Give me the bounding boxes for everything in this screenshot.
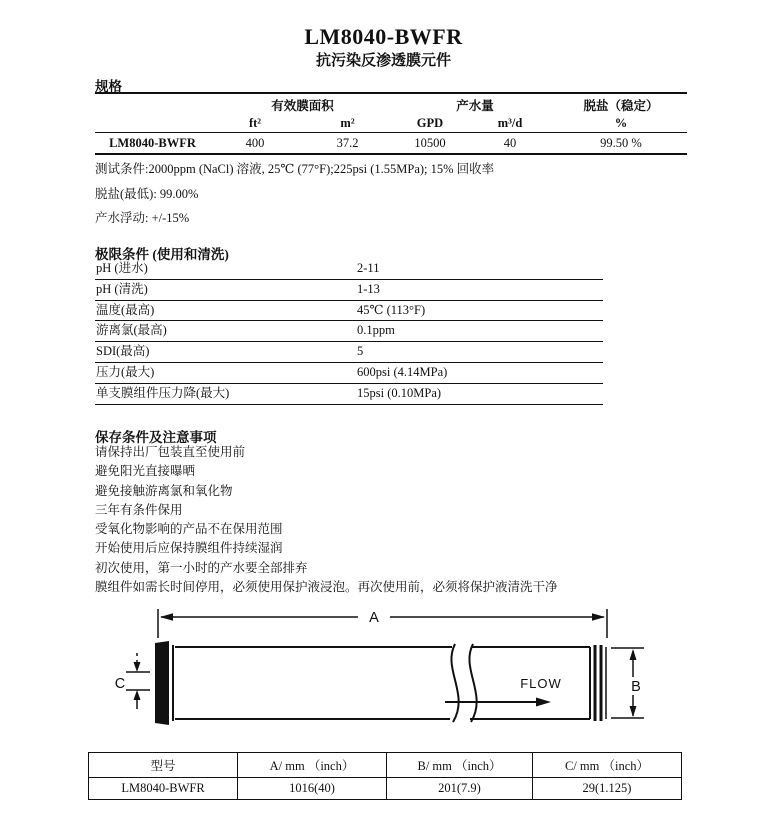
dim-value-c: 29(1.125) [533, 778, 682, 800]
spec-subheader-ft2: ft² [248, 116, 262, 130]
limit-row-ph-cleaning [95, 280, 603, 301]
min-rejection-line: 脱盐(最低): 99.00% [95, 186, 199, 201]
limit-value: 600psi (4.14MPa) [357, 364, 448, 379]
dim-header-model: 型号 [89, 753, 238, 778]
spec-group-permeate-flow: 产水量 [456, 98, 494, 113]
spec-table [95, 92, 687, 155]
spec-model: LM8040-BWFR [109, 135, 196, 150]
spec-subheader-m2: m² [340, 116, 355, 130]
limits-section-heading: 极限条件 (使用和清洗) [95, 247, 229, 262]
spec-group-header-row [95, 94, 687, 115]
spec-value-rejection: 99.50 % [600, 135, 642, 150]
dim-header-a: A/ mm （inch） [238, 753, 387, 778]
spec-value-m3d: 40 [503, 135, 517, 150]
limit-label: 压力(最大) [96, 364, 155, 379]
limit-row-pressure [95, 363, 603, 384]
storage-line: 请保持出厂包装直至使用前 [95, 445, 246, 459]
limit-row-pressure-drop [95, 384, 603, 405]
storage-line: 开始使用后应保持膜组件持续湿润 [95, 541, 283, 556]
limit-value: 45℃ (113°F) [357, 302, 426, 317]
limit-label: SDI(最高) [96, 344, 150, 359]
spec-subheader-rejection-unit: % [614, 116, 628, 130]
limit-row-sdi [95, 342, 603, 363]
spec-section-heading: 规格 [95, 79, 122, 94]
limit-value: 15psi (0.10MPa) [357, 385, 442, 400]
dimension-table-data-row [89, 778, 682, 800]
break-curve [451, 644, 458, 722]
dim-value-a: 1016(40) [238, 778, 387, 800]
spec-group-rejection: 脱盐（稳定） [583, 98, 659, 113]
spec-subheader-gpd: GPD [416, 116, 444, 130]
limit-label: pH (清洗) [96, 281, 148, 296]
limit-value: 0.1ppm [357, 323, 395, 338]
flow-variation-line: 产水浮动: +/-15% [95, 211, 190, 226]
end-cap-left [155, 641, 169, 725]
spec-value-m2: 37.2 [336, 135, 359, 150]
test-conditions-notes [95, 157, 655, 231]
spec-data-row [95, 133, 687, 153]
storage-line: 膜组件如需长时间停用，必须使用保护液浸泡。再次使用前，必须将保护液清洗干净 [95, 580, 558, 595]
dim-value-b: 201(7.9) [387, 778, 533, 800]
limit-value: 5 [357, 344, 364, 359]
limit-row-ph-feed [95, 259, 603, 280]
limit-row-free-chlorine [95, 321, 603, 342]
spec-subheader-row [95, 115, 687, 133]
limits-table [95, 259, 603, 405]
spec-subheader-m3d: m³/d [497, 116, 523, 130]
dimension-table-header-row [89, 753, 682, 778]
limit-label: 温度(最高) [96, 302, 155, 317]
dim-label-b: B [631, 679, 641, 695]
page-subtitle: 抗污染反渗透膜元件 [315, 53, 451, 69]
dimension-c [115, 653, 150, 709]
dimension-a [158, 609, 607, 638]
storage-line: 受氧化物影响的产品不在保用范围 [95, 522, 283, 537]
membrane-element-diagram [88, 597, 688, 757]
flow-indicator [445, 676, 562, 707]
dimension-table [88, 752, 682, 800]
limit-value: 1-13 [357, 281, 380, 296]
dim-header-c: C/ mm （inch） [533, 753, 682, 778]
test-condition-line: 测试条件:2000ppm (NaCl) 溶液, 25℃ (77°F);225psi (1.55MPa); 15% 回收率 [95, 162, 495, 176]
spec-value-gpd: 10500 [414, 135, 446, 150]
dim-label-c: C [114, 676, 126, 692]
storage-line: 避免阳光直接曝晒 [95, 464, 196, 479]
dim-value-model: LM8040-BWFR [89, 778, 238, 800]
limit-row-temperature [95, 301, 603, 322]
storage-line: 三年有条件保用 [95, 502, 183, 517]
flow-label: FLOW [520, 676, 562, 691]
break-curve [469, 644, 476, 722]
spec-value-ft2: 400 [245, 135, 265, 150]
storage-notes [95, 443, 715, 597]
storage-line: 初次使用，第一小时的产水要全部排弃 [95, 560, 308, 575]
dimension-b [611, 648, 644, 718]
spec-group-membrane-area: 有效膜面积 [271, 98, 334, 113]
dim-label-a: A [369, 610, 379, 626]
limit-label: 单支膜组件压力降(最大) [96, 385, 230, 400]
dim-header-b: B/ mm （inch） [387, 753, 533, 778]
storage-line: 避免接触游离氯和氧化物 [95, 483, 233, 498]
limit-value: 2-11 [357, 261, 380, 275]
limit-label: pH (进水) [96, 261, 148, 275]
limit-label: 游离氯(最高) [96, 323, 167, 338]
storage-section-heading: 保存条件及注意事项 [95, 430, 217, 445]
page-title: LM8040-BWFR [304, 24, 463, 49]
